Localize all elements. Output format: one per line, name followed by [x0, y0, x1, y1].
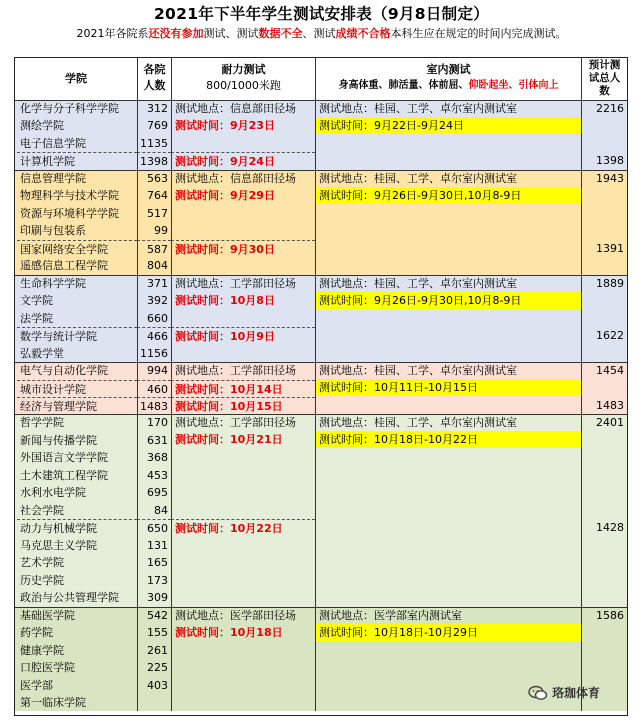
college-count: 1483	[137, 397, 171, 414]
college-name: 土木建筑工程学院	[20, 468, 108, 482]
indoor-time: 测试时间：9月26日-9月30日,10月8-9日	[316, 292, 581, 309]
subtitle-highlight: 成绩不合格	[335, 27, 391, 40]
endurance-block	[171, 152, 315, 169]
college-name: 信息管理学院	[20, 171, 86, 185]
indoor-place: 测试地点：桂园、工学、卓尔室内测试室	[319, 102, 517, 115]
college-count: 1156	[137, 345, 171, 362]
endurance-block	[171, 607, 315, 712]
indoor-place: 测试地点：桂园、工学、卓尔室内测试室	[319, 416, 517, 430]
college-count: 660	[137, 310, 171, 327]
endurance-block	[171, 519, 315, 606]
header-endurance-line1: 耐力测试	[221, 63, 266, 76]
header-college: 学院	[65, 72, 87, 85]
endurance-time: 测试时间：9月30日	[175, 242, 275, 256]
college-count: 563	[137, 170, 171, 187]
endurance-block	[171, 100, 315, 152]
estimate-total: 2216	[596, 102, 624, 115]
college-count: 173	[137, 572, 171, 589]
college-count: 542	[137, 607, 171, 624]
header-indoor	[315, 58, 581, 100]
estimate-total: 1483	[596, 398, 624, 412]
header-estimate-line2: 试总人	[588, 72, 621, 84]
indoor-block	[315, 275, 581, 362]
subtitle-part: 测试、测试	[203, 27, 259, 40]
college-count: 587	[137, 240, 171, 257]
estimate-total: 1889	[596, 276, 624, 290]
endurance-time: 测试时间：10月14日	[175, 382, 283, 396]
endurance-time: 测试时间：10月8日	[175, 293, 275, 307]
college-count: 460	[137, 380, 171, 397]
watermark	[528, 684, 600, 701]
schedule-table	[14, 57, 628, 716]
college-name: 国家网络安全学院	[17, 240, 137, 257]
college-name: 文学院	[20, 294, 53, 308]
college-count: 453	[137, 467, 171, 484]
college-count: 131	[137, 537, 171, 554]
endurance-block	[171, 327, 315, 362]
header-estimate-line3: 数	[599, 85, 610, 97]
endurance-time: 测试时间：10月9日	[175, 330, 275, 344]
endurance-block	[171, 240, 315, 275]
college-name: 电气与自动化学院	[20, 364, 108, 378]
college-count: 403	[137, 677, 171, 694]
college-count: 368	[137, 449, 171, 466]
endurance-block	[171, 397, 315, 414]
indoor-place: 测试地点：桂园、工学、卓尔室内测试室	[319, 171, 517, 185]
indoor-block	[315, 414, 581, 606]
college-count: 466	[137, 327, 171, 344]
endurance-time: 测试时间：9月24日	[175, 155, 275, 169]
college-name: 水利水电学院	[20, 486, 86, 500]
endurance-place: 测试地点：信息部田径场	[175, 102, 296, 115]
estimate-total: 1586	[596, 608, 624, 622]
estimate-total: 1391	[596, 241, 624, 255]
college-name: 物理科学与技术学院	[20, 189, 119, 203]
header-estimate-line1: 预计测	[588, 59, 621, 71]
college-count: 631	[137, 432, 171, 449]
indoor-time: 测试时间：10月18日-10月22日	[316, 431, 581, 448]
endurance-place: 测试地点：工学部田径场	[175, 276, 296, 290]
estimate-total: 1398	[596, 154, 624, 168]
header-indoor-line2	[316, 78, 581, 94]
indoor-time: 测试时间：10月11日-10月15日	[316, 379, 581, 396]
college-name: 法学院	[20, 311, 53, 325]
indoor-block	[315, 170, 581, 275]
college-count: 1398	[137, 152, 171, 169]
endurance-place: 测试地点：医学部田径场	[175, 608, 296, 622]
college-name: 城市设计学院	[17, 380, 137, 397]
college-name: 政治与公共管理学院	[20, 591, 119, 605]
college-name: 基础医学院	[20, 608, 75, 622]
header-count-line1: 各院	[143, 63, 166, 76]
college-name: 资源与环境科学学院	[20, 206, 119, 220]
header-endurance	[171, 58, 315, 100]
college-name: 测绘学院	[20, 119, 64, 133]
college-count: 261	[137, 642, 171, 659]
watermark-text: 珞珈体育	[552, 686, 601, 700]
endurance-place: 测试地点：工学部田径场	[175, 416, 296, 430]
estimate-total: 1943	[596, 171, 624, 185]
endurance-block	[171, 414, 315, 519]
college-name: 健康学院	[20, 643, 64, 657]
page-title: 2021年下半年学生测试安排表（9月8日制定）	[153, 5, 490, 23]
endurance-place: 测试地点：信息部田径场	[175, 171, 296, 185]
college-count: 769	[137, 117, 171, 134]
college-count: 155	[137, 624, 171, 641]
indoor-time: 测试时间：9月26日-9月30日,10月8-9日	[316, 187, 581, 204]
indoor-time: 测试时间：9月22日-9月24日	[316, 117, 581, 134]
indoor-place: 测试地点：桂园、工学、卓尔室内测试室	[319, 276, 517, 290]
college-count: 1135	[137, 135, 171, 152]
college-name: 经济与管理学院	[17, 397, 137, 414]
college-name: 印刷与包装系	[20, 224, 86, 238]
subtitle-highlight: 数据不全	[258, 27, 303, 40]
college-name: 新闻与传播学院	[20, 433, 97, 447]
subtitle-part: 本科生应在规定的时间内完成测试。	[390, 27, 567, 40]
endurance-time: 测试时间：10月21日	[175, 433, 283, 447]
college-name: 外国语言文学学院	[20, 451, 108, 465]
college-name: 历史学院	[20, 573, 64, 587]
header-indoor-line1: 室内测试	[426, 63, 471, 76]
endurance-block	[171, 380, 315, 397]
college-count: 170	[137, 414, 171, 431]
page-subtitle	[0, 25, 643, 41]
college-count: 695	[137, 484, 171, 501]
college-count: 517	[137, 205, 171, 222]
endurance-time: 测试时间：10月15日	[175, 399, 283, 413]
indoor-place: 测试地点：桂园、工学、卓尔室内测试室	[319, 364, 517, 378]
college-name: 计算机学院	[17, 152, 137, 169]
college-name: 遥感信息工程学院	[20, 259, 108, 273]
college-name: 电子信息学院	[20, 136, 86, 150]
wechat-icon	[528, 685, 548, 701]
college-count: 99	[137, 222, 171, 239]
college-count: 804	[137, 257, 171, 274]
endurance-block	[171, 275, 315, 327]
endurance-place: 测试地点：工学部田径场	[175, 364, 296, 378]
college-count: 165	[137, 554, 171, 571]
subtitle-part: 2021年各院系	[76, 27, 149, 40]
college-count: 309	[137, 589, 171, 606]
estimate-column	[581, 414, 627, 606]
college-count: 371	[137, 275, 171, 292]
college-name: 弘毅学堂	[20, 346, 64, 360]
college-name: 数学与统计学院	[17, 327, 137, 344]
estimate-total: 2401	[596, 416, 624, 430]
college-name: 化学与分子科学学院	[20, 102, 119, 115]
estimate-total: 1454	[596, 364, 624, 378]
college-name: 动力与机械学院	[17, 519, 137, 536]
college-count: 650	[137, 519, 171, 536]
college-count: 225	[137, 659, 171, 676]
indoor-place: 测试地点：医学部室内测试室	[319, 608, 462, 622]
header-count	[137, 58, 171, 100]
endurance-time: 测试时间：10月18日	[175, 625, 283, 639]
college-name: 第一临床学院	[20, 695, 86, 709]
endurance-time: 测试时间：9月29日	[175, 188, 275, 202]
college-name: 哲学学院	[20, 416, 64, 430]
header-endurance-line2: 800/1000米跑	[206, 79, 281, 92]
indoor-block	[315, 100, 581, 170]
header-indoor-items-red: 仰卧起坐、引体向上	[468, 80, 559, 91]
college-name: 艺术学院	[20, 556, 64, 570]
endurance-block	[171, 362, 315, 379]
college-count	[137, 694, 171, 711]
college-count: 392	[137, 292, 171, 309]
header-indoor-items: 身高体重、肺活量、体前屈、	[338, 80, 469, 91]
header-estimate	[581, 58, 627, 100]
estimate-total: 1428	[596, 521, 624, 535]
endurance-time: 测试时间：10月22日	[175, 522, 283, 536]
college-name: 生命科学学院	[20, 276, 86, 290]
college-name: 社会学院	[20, 503, 64, 517]
college-count: 312	[137, 100, 171, 117]
header-count-line2: 人数	[143, 79, 166, 92]
college-count: 84	[137, 502, 171, 519]
subtitle-part: 、测试	[302, 27, 336, 40]
college-count: 994	[137, 362, 171, 379]
estimate-total: 1622	[596, 329, 624, 343]
college-name: 医学部	[20, 678, 53, 692]
indoor-time: 测试时间：10月18日-10月29日	[316, 624, 581, 641]
college-name: 药学院	[20, 626, 53, 640]
college-name: 口腔医学院	[20, 661, 75, 675]
college-count: 764	[137, 187, 171, 204]
indoor-block	[315, 362, 581, 414]
endurance-time: 测试时间：9月23日	[175, 119, 275, 132]
subtitle-highlight: 还没有参加	[148, 27, 204, 40]
endurance-block	[171, 170, 315, 240]
college-name: 马克思主义学院	[20, 538, 97, 552]
